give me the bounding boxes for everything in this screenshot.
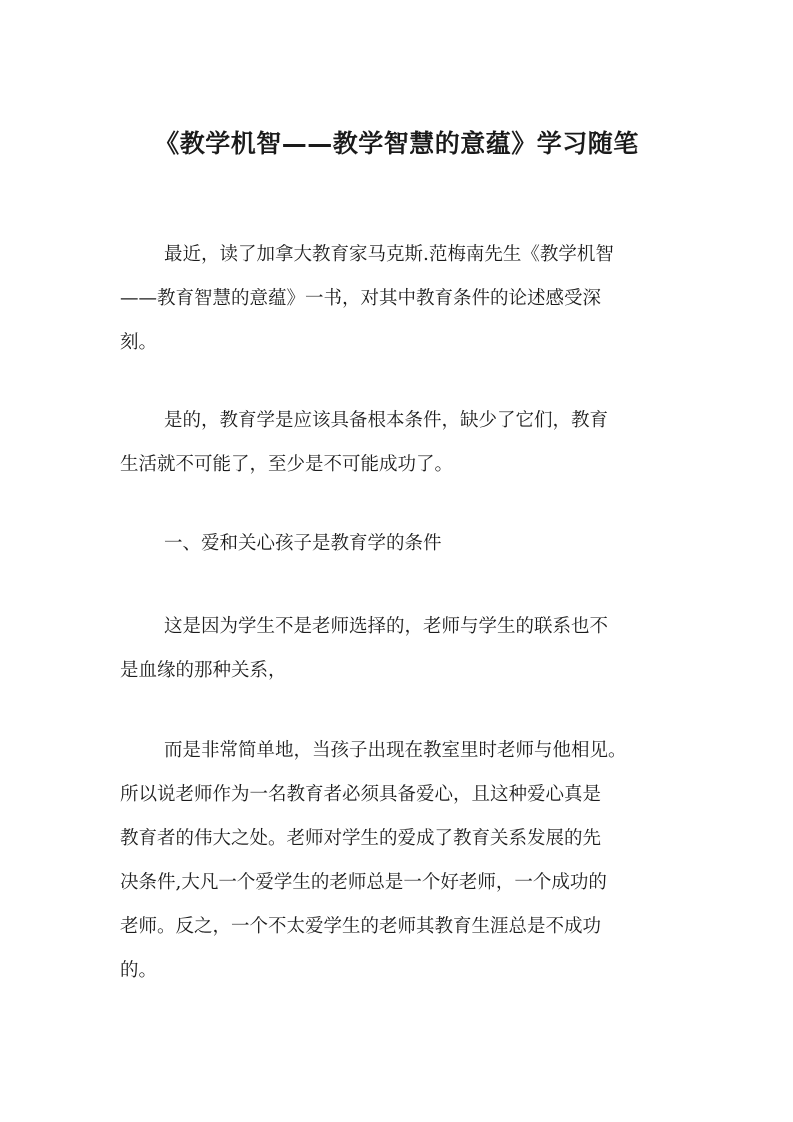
paragraph-2 <box>120 399 676 487</box>
text-line: 是的，教育学是应该具备根本条件，缺少了它们，教育 <box>164 410 609 431</box>
paragraph-1 <box>120 233 676 365</box>
text-line: 老师。反之，一个不太爱学生的老师其教育生涯总是不成功 <box>120 916 602 937</box>
text-line: 生活就不可能了，至少是不可能成功了。 <box>120 454 454 475</box>
document-title: 《教学机智——教学智慧的意蕴》学习随笔 <box>154 129 639 158</box>
heading-line: 一、爱和关心孩子是教育学的条件 <box>164 533 442 554</box>
text-line: 这是因为学生不是老师选择的，老师与学生的联系也不 <box>164 616 609 637</box>
paragraph-4 <box>120 729 676 993</box>
text-line: 的。 <box>120 960 158 981</box>
text-line: 刻。 <box>120 332 158 353</box>
section-heading <box>120 522 676 566</box>
text-line: 是血缘的那种关系， <box>120 660 287 681</box>
text-line: ——教育智慧的意蕴》一书，对其中教育条件的论述感受深 <box>120 288 602 309</box>
text-line: 决条件,大凡一个爱学生的老师总是一个好老师，一个成功的 <box>120 872 607 893</box>
text-line: 而是非常简单地，当孩子出现在教室里时老师与他相见。 <box>164 740 627 761</box>
text-line: 最近，读了加拿大教育家马克斯.范梅南先生《教学机智 <box>164 244 614 265</box>
paragraph-3 <box>120 605 676 693</box>
text-line: 教育者的伟大之处。老师对学生的爱成了教育关系发展的先 <box>120 828 602 849</box>
text-line: 所以说老师作为一名教育者必须具备爱心，且这种爱心真是 <box>120 784 602 805</box>
